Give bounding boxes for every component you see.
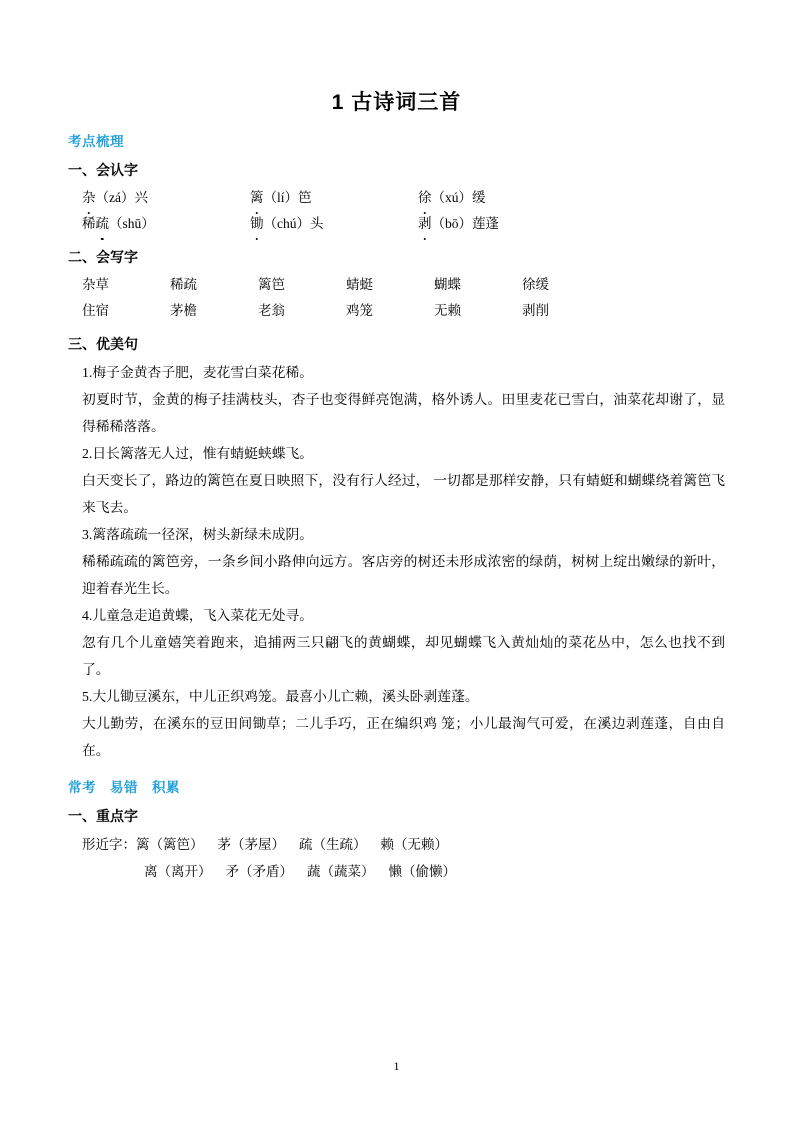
write-row [82,272,725,298]
section-heading-changkao: 常考 易错 积累 [68,780,180,795]
write-cell: 无赖 [434,303,461,318]
keyword-cell: 离（离开） [144,864,212,879]
keyword-cell: 蔬（蔬菜） [307,864,375,879]
keyword-cell: 赖（无赖） [380,837,448,852]
keyword-row [82,831,725,858]
pinyin-cell: 篱（lí）笆 [250,185,418,211]
keyword-row [144,858,725,885]
explanation-line: 大儿勤劳，在溪东的豆田间锄草；二儿手巧，正在编织鸡 笼；小儿最淘气可爱，在溪边剥莲蓬，自由自在。 [82,716,725,758]
write-cell: 剥削 [522,303,549,318]
keyword-cell: 篱（篱笆） [136,837,204,852]
write-cell: 茅檐 [170,303,197,318]
write-cell: 住宿 [82,303,109,318]
sentence-line: 3.篱落疏疏一径深，树头新绿未成阴。 [82,527,314,542]
section-heading-kaodian: 考点梳理 [68,134,124,149]
pinyin-cell: 剥（bō）莲蓬 [418,211,586,237]
pinyin-cell: 杂（zá）兴 [82,185,250,211]
explanation-line: 白天变长了，路边的篱笆在夏日映照下，没有行人经过， 一切都是那样安静，只有蜻蜓和蝴蝶绕着篱笆飞来飞去。 [82,473,725,515]
pinyin-cell: 锄（chú）头 [250,211,418,237]
pinyin-row [82,185,725,211]
sentence-line: 4.儿童急走追黄蝶，飞入菜花无处寻。 [82,608,314,623]
sentence-line: 5.大儿锄豆溪东，中儿正织鸡笼。最喜小儿亡赖，溪头卧剥莲蓬。 [82,689,479,704]
write-cell: 老翁 [258,303,285,318]
section-heading-hui-ren-zi: 一、会认字 [68,162,138,178]
page-title: 1 古诗词三首 [331,91,462,114]
explanation-line: 忽有几个儿童嬉笑着跑来，追捕两三只翩飞的黄蝴蝶，却见蝴蝶飞入黄灿灿的菜花丛中，怎么也找不到了。 [82,635,725,677]
explanation-line: 初夏时节，金黄的梅子挂满枝头，杏子也变得鲜亮饱满，格外诱人。田里麦花已雪白，油菜花却谢了，显得稀稀落落。 [82,392,725,434]
section-heading-hui-xie-zi: 二、会写字 [68,249,138,265]
write-cell: 徐缓 [522,277,549,292]
keyword-cell: 矛（矛盾） [225,864,293,879]
keyword-cell: 懒（偷懒） [388,864,456,879]
pinyin-cell: 徐（xú）缓 [418,185,586,211]
write-cell: 稀疏 [170,277,197,292]
sentence-line: 1.梅子金黄杏子肥，麦花雪白菜花稀。 [82,365,314,380]
page-number: 1 [393,1059,400,1073]
sentence-line: 2.日长篱落无人过，惟有蜻蜓蛱蝶飞。 [82,446,314,461]
section-heading-zhong-dian-zi: 一、重点字 [68,808,138,824]
keyword-cell: 疏（生疏） [299,837,367,852]
write-cell: 杂草 [82,277,109,292]
keyword-label: 形近字： [82,837,136,852]
write-cell: 鸡笼 [346,303,373,318]
write-cell: 蜻蜓 [346,277,373,292]
write-cell: 篱笆 [258,277,285,292]
write-row [82,298,725,324]
explanation-line: 稀稀疏疏的篱笆旁，一条乡间小路伸向远方。客店旁的树还未形成浓密的绿荫，树树上绽出嫩绿的新叶，迎着春光生长。 [82,554,725,596]
keyword-cell: 茅（茅屋） [217,837,285,852]
pinyin-row [82,211,725,237]
section-heading-you-mei-ju: 三、优美句 [68,336,138,352]
write-cell: 蝴蝶 [434,277,461,292]
pinyin-cell: 稀疏（shū） [82,211,250,237]
